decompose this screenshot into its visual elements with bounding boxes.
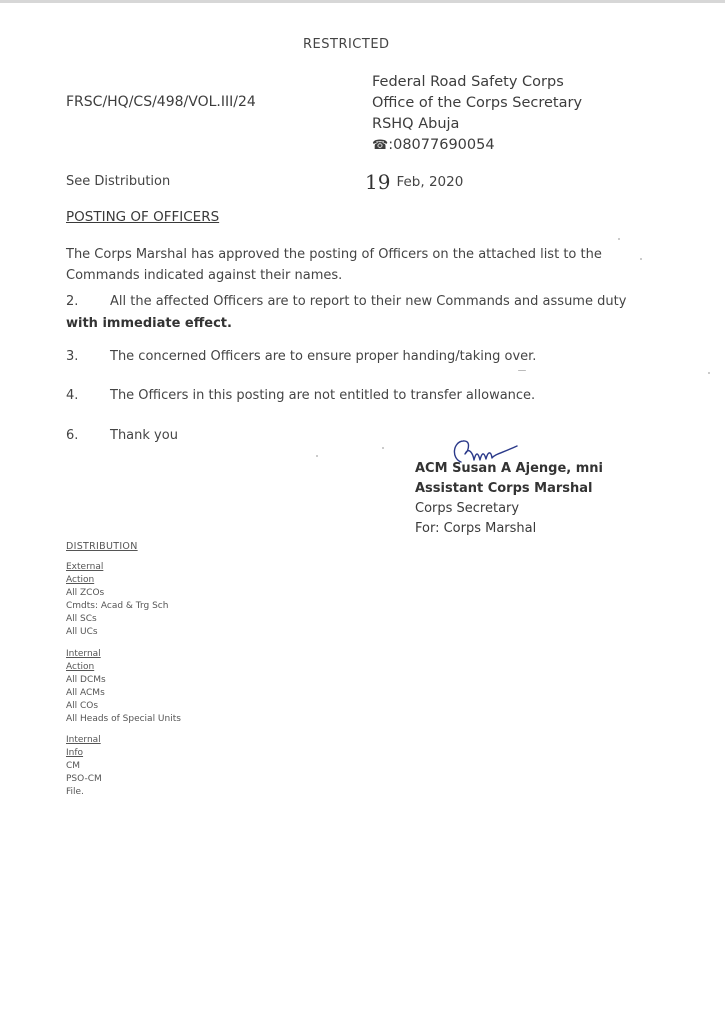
group-heading: Internal <box>66 649 101 659</box>
telephone-icon: ☎ <box>372 138 389 153</box>
paragraph-1: The Corps Marshal has approved the posting of Officers on the attached list to the Commands indicated against their names. <box>66 247 602 283</box>
signatory-for: For: Corps Marshal <box>415 521 537 536</box>
scan-speck <box>382 447 384 449</box>
list-item: All ACMs <box>66 688 105 698</box>
sender-address <box>372 72 582 156</box>
distribution-group-internal-action <box>66 648 181 726</box>
paragraph-text: All the affected Officers are to report to their new Commands and assume duty <box>110 294 627 309</box>
list-item: All Heads of Special Units <box>66 714 181 724</box>
list-item: All DCMs <box>66 675 106 685</box>
paragraph-text: The concerned Officers are to ensure proper handing/taking over. <box>110 349 537 364</box>
distribution-group-external-action <box>66 561 168 639</box>
scan-speck <box>708 372 710 374</box>
scan-speck <box>316 455 318 457</box>
paragraph-6 <box>66 425 641 447</box>
signatory-rank: Assistant Corps Marshal <box>415 481 593 496</box>
list-item: All ZCOs <box>66 588 105 598</box>
phone-number: :08077690054 <box>388 137 495 153</box>
letter-date <box>365 170 463 194</box>
signatory-name: ACM Susan A Ajenge, mni <box>415 461 603 476</box>
paragraph-number: 2. <box>66 294 79 309</box>
list-item: PSO-CM <box>66 774 102 784</box>
signatory-role: Corps Secretary <box>415 501 520 516</box>
group-subheading: Info <box>66 748 84 758</box>
group-subheading: Action <box>66 575 95 585</box>
paragraph-2 <box>66 291 641 335</box>
paragraph-number: 6. <box>66 428 79 443</box>
group-heading: External <box>66 562 104 572</box>
date-day-handwritten: 19 <box>365 170 391 194</box>
group-heading: Internal <box>66 735 101 745</box>
address-phone <box>372 135 582 156</box>
paragraph-3 <box>66 346 641 368</box>
paragraph-number: 3. <box>66 349 79 364</box>
address-line-3: RSHQ Abuja <box>372 116 460 132</box>
paragraph-emphasis: with immediate effect. <box>66 316 232 331</box>
signature-block <box>415 459 603 539</box>
scan-speck <box>618 238 620 240</box>
classification-label: RESTRICTED <box>303 37 390 52</box>
date-month-year: Feb, 2020 <box>396 174 464 190</box>
subject-heading: POSTING OF OFFICERS <box>66 209 220 225</box>
list-item: All UCs <box>66 627 98 637</box>
list-item: All SCs <box>66 614 97 624</box>
scan-speck <box>640 258 642 260</box>
group-subheading: Action <box>66 662 95 672</box>
paragraph-number: 4. <box>66 388 79 403</box>
address-line-2: Office of the Corps Secretary <box>372 95 583 111</box>
list-item: All COs <box>66 701 99 711</box>
reference-number: FRSC/HQ/CS/498/VOL.III/24 <box>66 94 256 110</box>
paragraph-text: Thank you <box>110 428 178 443</box>
see-distribution: See Distribution <box>66 174 171 189</box>
list-item: File. <box>66 787 84 797</box>
list-item: CM <box>66 761 81 771</box>
distribution-title: DISTRIBUTION <box>66 541 138 552</box>
scan-edge-line <box>0 0 725 3</box>
address-line-1: Federal Road Safety Corps <box>372 74 564 90</box>
list-item: Cmdts: Acad & Trg Sch <box>66 601 169 611</box>
distribution-group-internal-info <box>66 734 102 799</box>
paragraph-text: The Officers in this posting are not entitled to transfer allowance. <box>110 388 536 403</box>
scan-speck <box>518 370 526 371</box>
paragraph-4 <box>66 385 641 407</box>
